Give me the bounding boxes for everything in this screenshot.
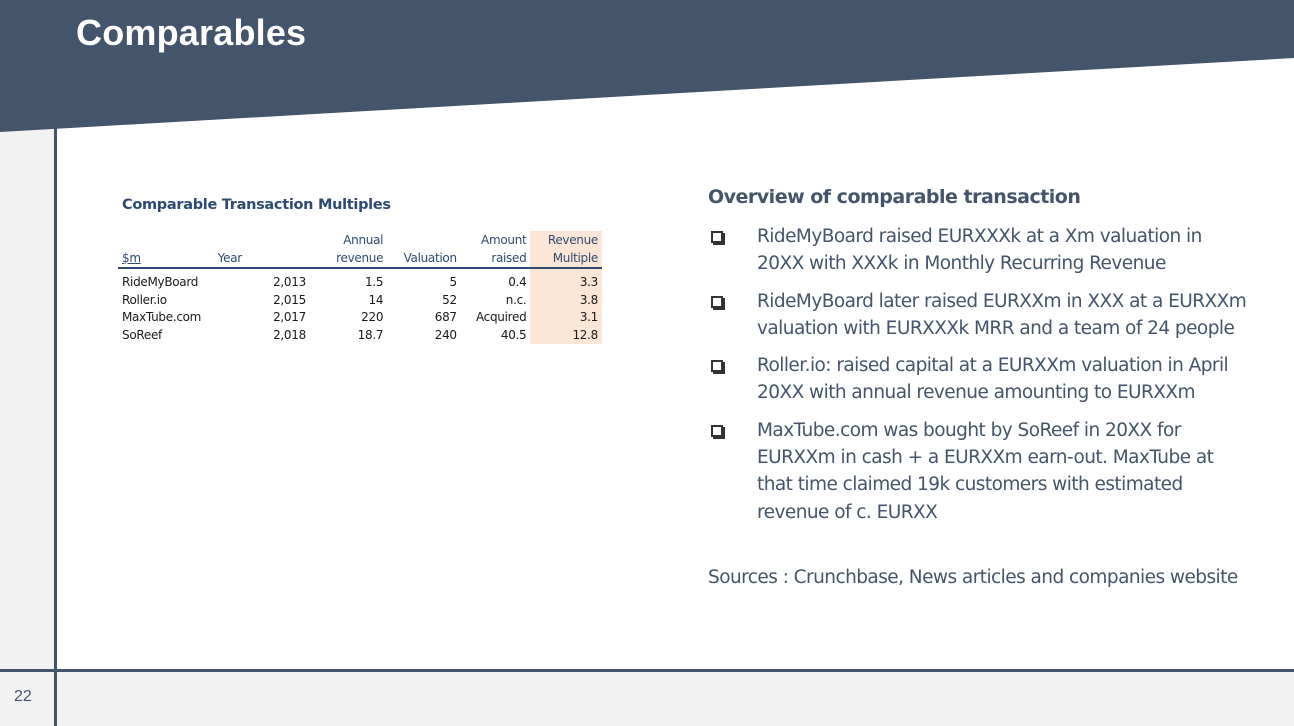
overview-title: Overview of comparable transaction <box>708 186 1081 208</box>
cell-valuation: 52 <box>442 292 457 307</box>
header-name-line2: $m <box>118 249 214 268</box>
checkbox-square-icon <box>711 425 723 437</box>
cell-name: RideMyBoard <box>122 275 199 289</box>
cell-amount: Acquired <box>475 310 527 324</box>
table-row <box>118 268 602 292</box>
header-year-line2: Year <box>214 249 310 268</box>
cell-year: 2,015 <box>273 292 306 307</box>
cell-revenue: 1.5 <box>365 275 384 289</box>
list-item <box>708 223 1248 278</box>
footer-divider <box>54 672 57 726</box>
cell-year: 2,017 <box>273 310 306 324</box>
cell-revenue: 18.7 <box>357 327 384 342</box>
table-row <box>118 327 602 345</box>
cell-amount: 0.4 <box>508 275 527 289</box>
header-year-line1 <box>214 231 310 249</box>
cell-multiple: 3.3 <box>530 268 602 292</box>
comparable-multiples-table <box>118 231 602 344</box>
cell-revenue: 14 <box>368 292 384 307</box>
sources-note: Sources : Crunchbase, News articles and companies website <box>708 567 1238 588</box>
cell-multiple: 3.1 <box>530 309 602 327</box>
table-row <box>118 309 602 327</box>
table-row <box>118 292 602 310</box>
left-accent-rule <box>54 110 57 726</box>
bullet-text: Roller.io: raised capital at a EURXXm valuation in April 20XX with annual revenue amounting to EURXXm <box>757 355 1229 404</box>
cell-name: MaxTube.com <box>122 310 202 324</box>
cell-revenue: 220 <box>361 310 384 324</box>
cell-year: 2,013 <box>273 275 306 289</box>
table-header-row <box>118 231 602 249</box>
table-title: Comparable Transaction Multiples <box>122 197 391 213</box>
cell-multiple: 12.8 <box>530 327 602 345</box>
checkbox-square-icon <box>711 296 723 308</box>
header-revenue-line1: Annual <box>343 233 384 247</box>
cell-name: Roller.io <box>122 292 167 307</box>
header-revenue-line2: revenue <box>310 249 387 268</box>
cell-multiple: 3.8 <box>530 292 602 310</box>
page-title: Comparables <box>76 12 307 53</box>
cell-valuation: 240 <box>434 327 457 342</box>
cell-year: 2,018 <box>273 327 306 342</box>
cell-valuation: 687 <box>434 310 457 324</box>
checkbox-square-icon <box>711 360 723 372</box>
header-name-line1 <box>118 231 214 249</box>
header-multiple-line2: Multiple <box>530 249 602 268</box>
cell-amount: 40.5 <box>500 327 527 342</box>
bullet-text: RideMyBoard raised EURXXXk at a Xm valuation in 20XX with XXXk in Monthly Recurring Revenue <box>757 226 1202 275</box>
header-multiple-line1: Revenue <box>530 231 602 249</box>
checkbox-square-icon <box>711 231 723 243</box>
list-item <box>708 288 1248 343</box>
header-valuation-line2: Valuation <box>387 249 461 268</box>
page-number: 22 <box>14 688 32 705</box>
cell-amount: n.c. <box>505 292 527 307</box>
cell-valuation: 5 <box>449 275 457 289</box>
overview-bullet-list <box>708 223 1248 536</box>
header-amount-line2: raised <box>461 249 531 268</box>
bullet-text: RideMyBoard later raised EURXXm in XXX at a EURXXm valuation with EURXXXk MRR and a team of 24 people <box>757 290 1247 339</box>
header-valuation-line1 <box>387 231 461 249</box>
cell-name: SoReef <box>122 327 162 342</box>
bullet-text: MaxTube.com was bought by SoReef in 20XX for EURXXm in cash + a EURXXm earn-out. MaxTube at that time claimed 19k customers with estimated revenue of c. EURXX <box>757 419 1214 523</box>
list-item <box>708 352 1248 407</box>
footer <box>0 672 1294 726</box>
table-header-row <box>118 249 602 268</box>
header-amount-line1: Amount <box>481 233 527 247</box>
list-item <box>708 417 1248 526</box>
